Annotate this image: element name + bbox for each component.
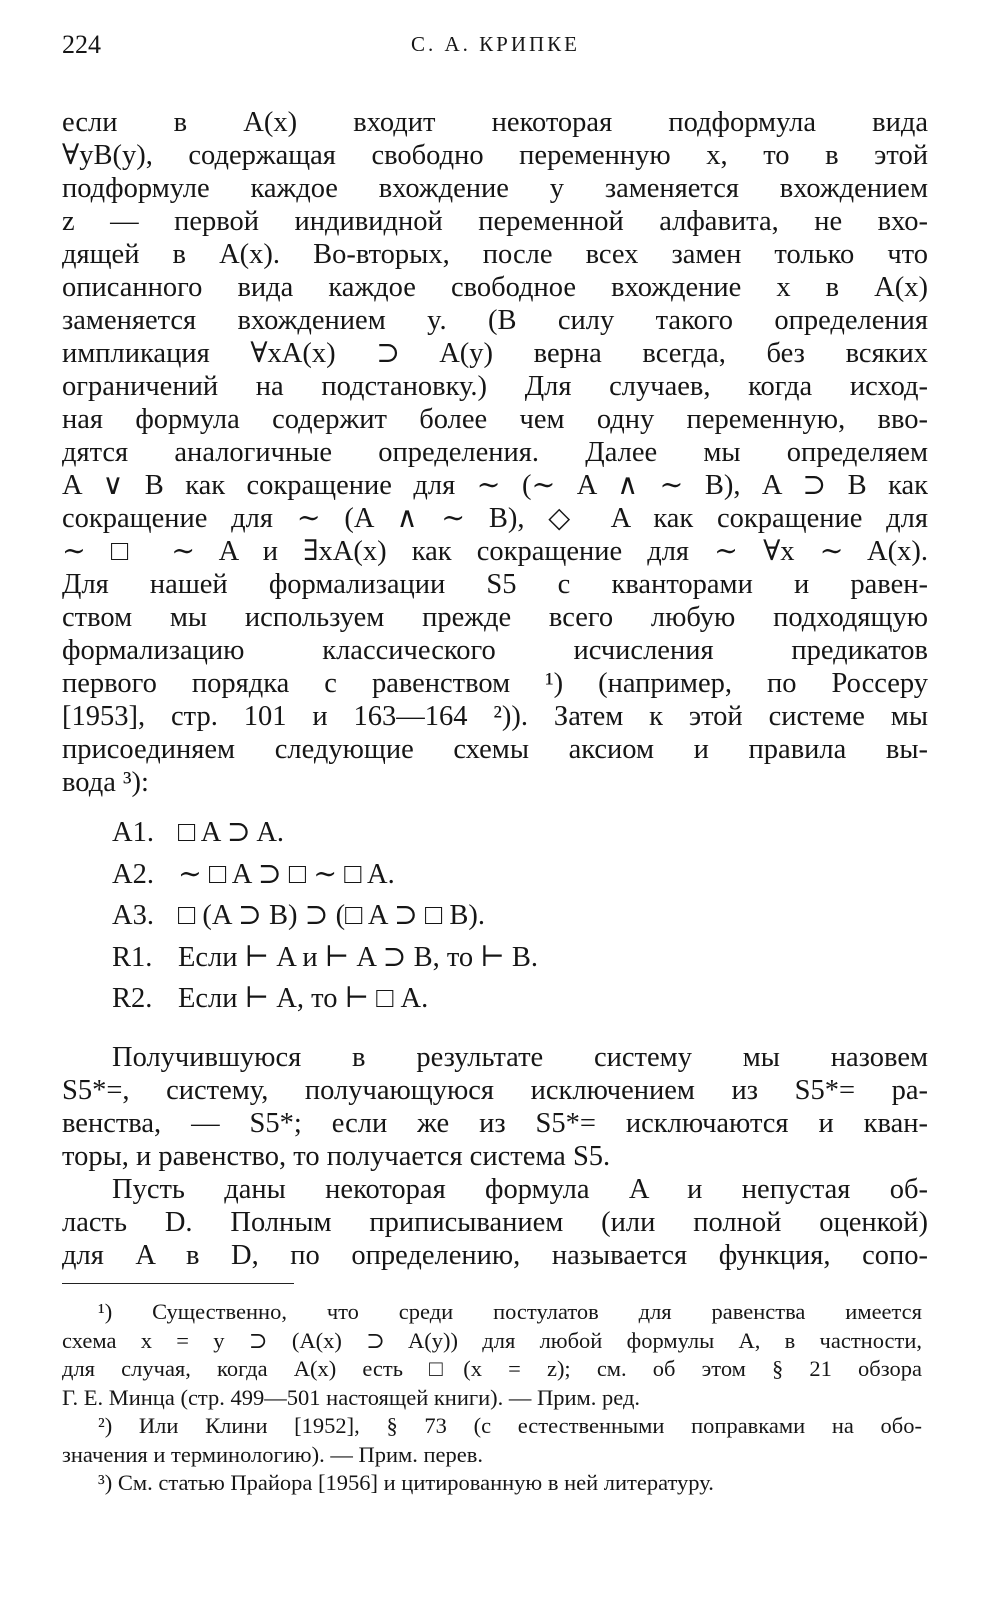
footnote-line: схема x = y ⊃ (A(x) ⊃ A(y)) для любой формулы A, в частности,: [62, 1327, 922, 1353]
text-line: ная формула содержит более чем одну переменную, вво-: [62, 404, 928, 435]
footnote-line: Г. Е. Минца (стр. 499—501 настоящей книги). — Прим. ред.: [62, 1384, 641, 1410]
footnote-divider: [62, 1283, 294, 1284]
axiom-label: A1.: [112, 817, 154, 848]
running-title: С. А. КРИПКЕ: [410, 32, 581, 56]
footnote-line: ³) См. статью Прайора [1956] и цитированную в ней литературу.: [98, 1470, 714, 1495]
text-line: подформуле каждое вхождение y заменяется вхождением: [62, 173, 928, 204]
page-number: 224: [62, 30, 101, 59]
text-line: дятся аналогичные определения. Далее мы определяем: [62, 437, 928, 468]
running-header: [62, 30, 929, 64]
rule-formula: Если ⊢ A, то ⊢ □ A.: [178, 983, 429, 1014]
footnote-line: значения и терминологию). — Прим. перев.: [62, 1441, 484, 1467]
rule-item: [112, 978, 538, 1020]
footnote-line: для случая, когда A(x) есть □(x = z); см. об этом § 21 обзора: [62, 1356, 922, 1381]
axiom-formula: □ (A ⊃ B) ⊃ (□ A ⊃ □ B).: [178, 900, 485, 931]
axiom-label: A2.: [112, 858, 154, 890]
text-line: формализацию классического исчисления предикатов: [62, 635, 928, 666]
text-line: ством мы используем прежде всего любую подходящую: [62, 602, 928, 633]
text-line: для A в D, по определению, называется функция, сопо-: [62, 1240, 928, 1271]
rule-item: [112, 937, 538, 979]
footnote-line: ²) Или Клини [1952], § 73 (с естественными поправками на обо-: [98, 1413, 922, 1438]
axiom-label: A3.: [112, 900, 154, 931]
text-line: торы, и равенство, то получается система S5.: [62, 1141, 611, 1172]
footnotes: [62, 1298, 922, 1498]
axiom-list: [112, 812, 538, 1020]
text-line: A ∨ B как сокращение для ∼ (∼ A ∧ ∼ B), A ⊃ B как: [62, 470, 928, 501]
text-line: ∼ □ ∼ A и ∃xA(x) как сокращение для ∼ ∀x ∼ A(x).: [62, 536, 928, 567]
axiom-item: [112, 895, 538, 937]
text-line: Пусть даны некоторая формула A и непустая об-: [112, 1174, 928, 1205]
text-line: если в A(x) входит некоторая подформула вида: [62, 107, 928, 138]
text-line: венства, — S5*; если же из S5*= исключаются и кван-: [62, 1108, 928, 1139]
text-line: присоединяем следующие схемы аксиом и правила вы-: [62, 734, 928, 765]
rule-label: R1.: [112, 941, 153, 973]
axiom-formula: □ A ⊃ A.: [178, 817, 285, 848]
text-line: дящей в A(x). Во-вторых, после всех замен только что: [62, 239, 928, 270]
text-line: ∀yB(y), содержащая свободно переменную x, то в этой: [62, 140, 928, 171]
text-line: ограничений на подстановку.) Для случаев, когда исход-: [62, 371, 928, 402]
rule-label: R2.: [112, 983, 153, 1014]
axiom-item: [112, 812, 538, 854]
text-line: S5*=, систему, получающуюся исключением из S5*= ра-: [62, 1075, 928, 1106]
text-line: Для нашей формализации S5 с кванторами и равен-: [62, 569, 928, 600]
axiom-item: [112, 854, 538, 896]
text-line: вода ³):: [62, 767, 149, 798]
paragraph-definitions: [62, 106, 928, 799]
text-line: заменяется вхождением y. (В силу такого определения: [62, 305, 928, 336]
text-line: описанного вида каждое свободное вхождение x в A(x): [62, 272, 928, 303]
axiom-formula: ∼ □ A ⊃ □ ∼ □ A.: [178, 858, 395, 890]
paragraph-systems: [62, 1041, 928, 1272]
text-line: Получившуюся в результате систему мы назовем: [112, 1042, 928, 1073]
footnote-line: ¹) Существенно, что среди постулатов для равенства имеется: [98, 1299, 922, 1324]
text-line: z — первой индивидной переменной алфавита, не вхо-: [62, 206, 928, 237]
rule-formula: Если ⊢ A и ⊢ A ⊃ B, то ⊢ B.: [178, 941, 539, 973]
text-line: [1953], стр. 101 и 163—164 ²)). Затем к этой системе мы: [62, 701, 928, 732]
text-line: первого порядка с равенством ¹) (например, по Россеру: [62, 668, 928, 699]
text-line: импликация ∀xA(x) ⊃ A(y) верна всегда, без всяких: [62, 338, 928, 369]
text-line: сокращение для ∼ (A ∧ ∼ B), ◇ A как сокращение для: [62, 503, 928, 534]
text-line: ласть D. Полным приписыванием (или полной оценкой): [62, 1207, 928, 1238]
